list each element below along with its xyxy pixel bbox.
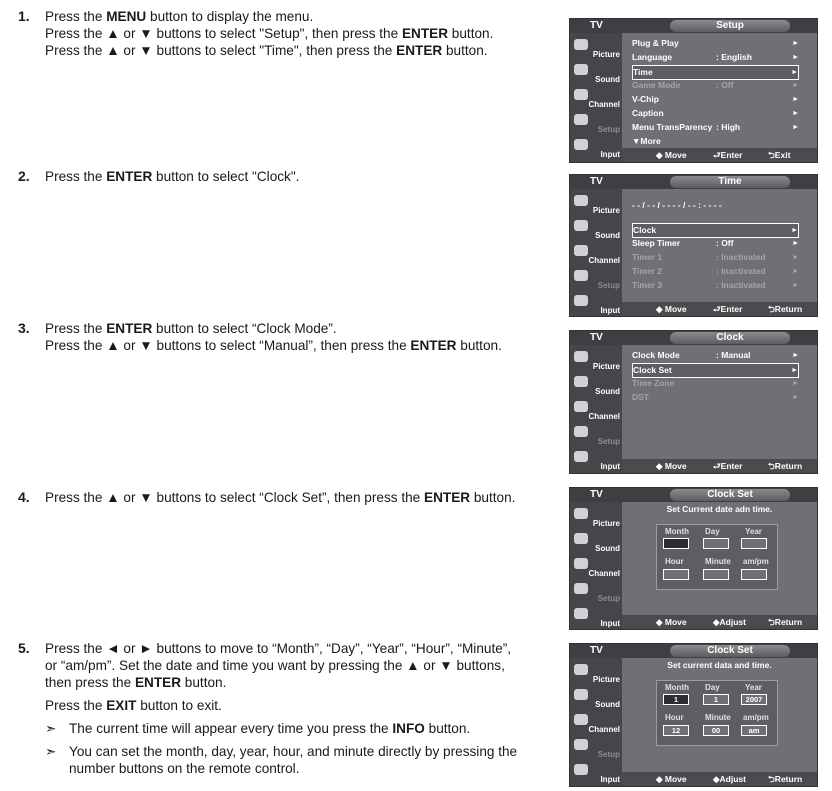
- step-body: [45, 489, 558, 506]
- osd-sidebar-item-sound: [570, 62, 622, 86]
- osd-main: [622, 33, 817, 148]
- tv-screen-setup: [569, 18, 818, 163]
- note-arrow-icon: ➣: [45, 721, 57, 736]
- osd-sidebar-label: Channel: [588, 725, 620, 734]
- osd-row-value: : Manual: [716, 350, 751, 360]
- instruction-line: Press the EXIT button to exit.: [45, 698, 222, 713]
- osd-footer: [622, 302, 817, 316]
- osd-row-label: Game Mode: [632, 80, 681, 90]
- osd-footer-hint: ◆ Move: [656, 774, 687, 784]
- osd-sidebar-item-setup: [570, 112, 622, 136]
- osd-title: Clock Set: [670, 489, 790, 501]
- osd-sidebar-item-input: [570, 137, 622, 161]
- chevron-right-icon: ►: [792, 82, 799, 89]
- bold-button-name: ENTER: [396, 43, 443, 58]
- osd-row-value: : Inactivated: [716, 252, 766, 262]
- osd-sidebar-label: Sound: [595, 231, 620, 240]
- channel-icon: [574, 401, 588, 412]
- osd-header: [570, 488, 817, 502]
- osd-footer-hint: ◆ Move: [656, 617, 687, 627]
- osd-footer: [622, 459, 817, 473]
- osd-sidebar-label: Picture: [592, 675, 620, 684]
- osd-menu-row: [632, 391, 799, 404]
- osd-row-value: : Off: [716, 238, 734, 248]
- instruction-line: or “am/pm”. Set the date and time you want by pressing the ▲ or ▼ buttons,: [45, 658, 505, 673]
- chevron-right-icon: ►: [792, 394, 799, 401]
- osd-field-box: 2007: [741, 694, 767, 705]
- tv-screen-clock-set-empty: [569, 487, 818, 630]
- chevron-right-icon: ►: [792, 268, 799, 275]
- step-notes: [45, 720, 558, 777]
- osd-sidebar-item-input: [570, 606, 622, 630]
- setup-icon: [574, 114, 588, 125]
- chevron-right-icon: ►: [792, 380, 799, 387]
- osd-header: [570, 644, 817, 658]
- chevron-right-icon: ►: [791, 227, 798, 234]
- step-number: 4.: [18, 489, 30, 505]
- sound-icon: [574, 689, 588, 700]
- bold-button-name: ENTER: [106, 321, 153, 336]
- instruction-line: Press the ENTER button to select “Clock Mode”.: [45, 321, 337, 336]
- sound-icon: [574, 376, 588, 387]
- osd-tv-label: TV: [590, 176, 603, 187]
- osd-sidebar-item-sound: [570, 218, 622, 242]
- input-icon: [574, 295, 588, 306]
- osd-field-box: [663, 538, 689, 549]
- osd-sidebar: [570, 658, 622, 786]
- osd-footer-hint: ⮐Enter: [713, 304, 743, 314]
- osd-sidebar-label: Sound: [595, 387, 620, 396]
- osd-sidebar-label: Input: [600, 619, 620, 628]
- note-arrow-icon: ➣: [45, 744, 57, 759]
- osd-field-header: Month: [665, 683, 689, 692]
- osd-footer-hint: ⮌Return: [768, 774, 803, 784]
- osd-sidebar: [570, 345, 622, 473]
- osd-field-box: [663, 569, 689, 580]
- osd-sidebar-label: Channel: [588, 412, 620, 421]
- osd-row-value: : Inactivated: [716, 280, 766, 290]
- osd-sidebar-item-setup: [570, 737, 622, 761]
- osd-footer-hint: ◆ Move: [656, 461, 687, 471]
- osd-row-label: Caption: [632, 108, 664, 118]
- osd-field-header: Day: [705, 527, 720, 536]
- osd-sidebar-item-sound: [570, 687, 622, 711]
- osd-sidebar-item-channel: [570, 712, 622, 736]
- channel-icon: [574, 89, 588, 100]
- osd-sidebar-label: Setup: [597, 437, 620, 446]
- osd-menu-row: [632, 79, 799, 92]
- osd-sidebar-item-input: [570, 293, 622, 317]
- step-4: [18, 489, 558, 506]
- osd-row-label: Clock Set: [633, 365, 672, 375]
- osd-row-label: Timer 3: [632, 280, 663, 290]
- osd-header: [570, 175, 817, 189]
- osd-sidebar-label: Input: [600, 775, 620, 784]
- osd-sidebar-label: Setup: [597, 594, 620, 603]
- osd-field-box: [703, 538, 729, 549]
- osd-field-header: Year: [745, 683, 762, 692]
- chevron-right-icon: ►: [792, 40, 799, 47]
- note-text: The current time will appear every time you press the INFO button.: [69, 721, 471, 736]
- bold-button-name: ENTER: [410, 338, 457, 353]
- osd-field-header: Hour: [665, 557, 684, 566]
- osd-field-box: 00: [703, 725, 729, 736]
- osd-sidebar-label: Picture: [592, 50, 620, 59]
- osd-sidebar-label: Channel: [588, 100, 620, 109]
- osd-row-label: ▼More: [632, 136, 661, 146]
- osd-row-label: Timer 2: [632, 266, 663, 276]
- input-icon: [574, 139, 588, 150]
- osd-footer-hint: ◆ Move: [656, 150, 687, 160]
- instruction-line: Press the ▲ or ▼ buttons to select “Clock Set”, then press the ENTER button.: [45, 490, 516, 505]
- osd-field-header: am/pm: [743, 713, 769, 722]
- chevron-right-icon: ►: [791, 367, 798, 374]
- osd-sidebar-item-channel: [570, 243, 622, 267]
- instruction-line: Press the ▲ or ▼ buttons to select “Manual”, then press the ENTER button.: [45, 338, 502, 353]
- osd-menu-row: [632, 37, 799, 50]
- note-item: [45, 743, 558, 777]
- osd-sidebar-item-channel: [570, 399, 622, 423]
- chevron-right-icon: ►: [792, 352, 799, 359]
- chevron-right-icon: ►: [792, 96, 799, 103]
- osd-row-label: Clock: [633, 225, 657, 235]
- picture-icon: [574, 508, 588, 519]
- osd-field-header: Month: [665, 527, 689, 536]
- instruction-line: Press the ▲ or ▼ buttons to select "Setup", then press the ENTER button.: [45, 26, 494, 41]
- step-number: 3.: [18, 320, 30, 336]
- osd-field-box: 12: [663, 725, 689, 736]
- instruction-line: Press the ◄ or ► buttons to move to “Month”, “Day”, “Year”, “Hour”, “Minute”,: [45, 641, 512, 656]
- bold-button-name: ENTER: [106, 169, 153, 184]
- picture-icon: [574, 664, 588, 675]
- osd-footer-hint: ◆Adjust: [713, 774, 746, 784]
- step-2: [18, 168, 558, 185]
- sound-icon: [574, 64, 588, 75]
- osd-sidebar-label: Sound: [595, 75, 620, 84]
- osd-sidebar-item-input: [570, 449, 622, 473]
- osd-row-label: Time: [633, 67, 653, 77]
- osd-title: Clock Set: [670, 645, 790, 657]
- osd-sidebar-label: Channel: [588, 569, 620, 578]
- osd-footer-hint: ⮐Enter: [713, 150, 743, 160]
- channel-icon: [574, 714, 588, 725]
- osd-sidebar-label: Input: [600, 306, 620, 315]
- tv-screen-clock: [569, 330, 818, 474]
- step-number: 2.: [18, 168, 30, 184]
- osd-sidebar-item-channel: [570, 556, 622, 580]
- step-number: 5.: [18, 640, 30, 656]
- input-icon: [574, 764, 588, 775]
- osd-sidebar-label: Setup: [597, 281, 620, 290]
- picture-icon: [574, 351, 588, 362]
- osd-row-label: Clock Mode: [632, 350, 680, 360]
- step-body: [45, 320, 558, 354]
- setup-icon: [574, 270, 588, 281]
- setup-icon: [574, 739, 588, 750]
- osd-sidebar-label: Picture: [592, 206, 620, 215]
- osd-footer-hint: ⮌Exit: [768, 150, 791, 160]
- osd-field-box: [741, 538, 767, 549]
- osd-row-label: Menu TransParency: [632, 122, 713, 132]
- osd-sidebar-label: Channel: [588, 256, 620, 265]
- osd-field-header: Year: [745, 527, 762, 536]
- osd-field-box: [741, 569, 767, 580]
- osd-row-label: Language: [632, 52, 673, 62]
- osd-sidebar-label: Sound: [595, 700, 620, 709]
- channel-icon: [574, 558, 588, 569]
- chevron-right-icon: ►: [792, 282, 799, 289]
- bold-button-name: INFO: [392, 721, 425, 736]
- osd-message: Set Current date adn time.: [666, 504, 773, 514]
- step-1: [18, 8, 558, 59]
- instruction-line: Press the ▲ or ▼ buttons to select "Time", then press the ENTER button.: [45, 43, 488, 58]
- osd-field-box: 1: [703, 694, 729, 705]
- osd-sidebar-item-input: [570, 762, 622, 786]
- bold-button-name: EXIT: [106, 698, 137, 713]
- osd-sidebar-item-setup: [570, 268, 622, 292]
- osd-sidebar-item-sound: [570, 374, 622, 398]
- osd-sidebar-item-channel: [570, 87, 622, 111]
- osd-field-header: Hour: [665, 713, 684, 722]
- osd-menu-row: [632, 363, 799, 378]
- osd-sidebar: [570, 33, 622, 162]
- chevron-right-icon: ►: [791, 69, 798, 76]
- osd-menu-row: [632, 107, 799, 120]
- osd-row-label: V-Chip: [632, 94, 659, 104]
- step-5: [18, 640, 558, 777]
- osd-field-box: [703, 569, 729, 580]
- osd-sidebar-label: Picture: [592, 362, 620, 371]
- osd-footer-hint: ⮌Return: [768, 617, 803, 627]
- osd-menu-row: [632, 121, 799, 134]
- osd-footer: [622, 615, 817, 629]
- osd-menu-row: [632, 51, 799, 64]
- osd-message: Set current data and time.: [667, 660, 772, 670]
- step-lines: [45, 640, 558, 691]
- osd-row-value: : Inactivated: [716, 266, 766, 276]
- note-text: You can set the month, day, year, hour, and minute directly by pressing the number buttons on the remote control.: [69, 744, 518, 776]
- osd-menu-row: [632, 135, 799, 148]
- instruction-line: Press the ENTER button to select "Clock".: [45, 169, 300, 184]
- osd-row-label: DST: [632, 392, 649, 402]
- osd-row-value: : Off: [716, 80, 734, 90]
- osd-sidebar-label: Input: [600, 462, 620, 471]
- step-3: [18, 320, 558, 354]
- osd-menu-row: [632, 265, 799, 278]
- osd-row-value: : High: [716, 122, 741, 132]
- osd-title: Setup: [670, 20, 790, 32]
- step-body: [45, 8, 558, 59]
- bold-button-name: MENU: [106, 9, 147, 24]
- osd-sidebar-item-sound: [570, 531, 622, 555]
- setup-icon: [574, 426, 588, 437]
- osd-row-label: Timer 1: [632, 252, 663, 262]
- setup-icon: [574, 583, 588, 594]
- osd-sidebar-item-picture: [570, 662, 622, 686]
- osd-sidebar-label: Setup: [597, 750, 620, 759]
- osd-date-panel: [656, 524, 778, 590]
- note-item: [45, 720, 558, 737]
- osd-row-label: Plug & Play: [632, 38, 679, 48]
- chevron-right-icon: ►: [792, 124, 799, 131]
- osd-menu-row: [632, 65, 799, 80]
- osd-field-header: Day: [705, 683, 720, 692]
- input-icon: [574, 451, 588, 462]
- osd-sidebar-item-setup: [570, 424, 622, 448]
- tv-screen-time: [569, 174, 818, 317]
- bold-button-name: ENTER: [401, 26, 449, 41]
- osd-sidebar-item-picture: [570, 37, 622, 61]
- chevron-right-icon: ►: [792, 54, 799, 61]
- osd-field-box: am: [741, 725, 767, 736]
- input-icon: [574, 608, 588, 619]
- osd-footer: [622, 148, 817, 162]
- osd-row-label: Time Zone: [632, 378, 675, 388]
- osd-sidebar-label: Sound: [595, 544, 620, 553]
- osd-sidebar-item-picture: [570, 506, 622, 530]
- osd-footer-hint: ◆Adjust: [713, 617, 746, 627]
- osd-sidebar-item-picture: [570, 193, 622, 217]
- osd-main: [622, 345, 817, 459]
- osd-field-box: 1: [663, 694, 689, 705]
- step-number: 1.: [18, 8, 30, 24]
- osd-footer-hint: ◆ Move: [656, 304, 687, 314]
- osd-footer-hint: ⮌Return: [768, 304, 803, 314]
- osd-sidebar-label: Input: [600, 150, 620, 159]
- osd-sidebar-label: Picture: [592, 519, 620, 528]
- osd-menu-row: [632, 237, 799, 250]
- osd-field-header: Minute: [705, 557, 731, 566]
- osd-footer-hint: ⮐Enter: [713, 461, 743, 471]
- osd-datetime-line: - - / - - / - - - - / - - : - - - -: [632, 200, 722, 210]
- sound-icon: [574, 220, 588, 231]
- picture-icon: [574, 39, 588, 50]
- bold-button-name: ENTER: [134, 675, 182, 690]
- channel-icon: [574, 245, 588, 256]
- osd-sidebar: [570, 189, 622, 316]
- tv-screen-clock-set-filled: [569, 643, 818, 787]
- osd-menu-row: [632, 349, 799, 362]
- osd-sidebar: [570, 502, 622, 629]
- step-exit-line: [45, 697, 558, 714]
- osd-main: [622, 189, 817, 302]
- sound-icon: [574, 533, 588, 544]
- osd-field-header: Minute: [705, 713, 731, 722]
- osd-header: [570, 331, 817, 345]
- chevron-right-icon: ►: [792, 240, 799, 247]
- osd-field-header: am/pm: [743, 557, 769, 566]
- osd-sidebar-item-picture: [570, 349, 622, 373]
- chevron-right-icon: ►: [792, 110, 799, 117]
- osd-menu-row: [632, 279, 799, 292]
- instruction-line: Press the MENU button to display the menu.: [45, 9, 314, 24]
- bold-button-name: ENTER: [424, 490, 471, 505]
- step-body: [45, 168, 558, 185]
- osd-menu-row: [632, 93, 799, 106]
- osd-menu-row: [632, 223, 799, 238]
- osd-tv-label: TV: [590, 20, 603, 31]
- chevron-right-icon: ►: [792, 254, 799, 261]
- osd-menu-row: [632, 377, 799, 390]
- osd-tv-label: TV: [590, 332, 603, 343]
- osd-date-panel: [656, 680, 778, 746]
- osd-footer-hint: ⮌Return: [768, 461, 803, 471]
- osd-menu-row: [632, 251, 799, 264]
- osd-footer: [622, 772, 817, 786]
- instruction-line: then press the ENTER button.: [45, 675, 227, 690]
- osd-title: Time: [670, 176, 790, 188]
- osd-title: Clock: [670, 332, 790, 344]
- osd-row-label: Sleep Timer: [632, 238, 681, 248]
- osd-tv-label: TV: [590, 489, 603, 500]
- osd-sidebar-item-setup: [570, 581, 622, 605]
- osd-header: [570, 19, 817, 33]
- osd-row-value: : English: [716, 52, 752, 62]
- step-body: [45, 640, 558, 777]
- picture-icon: [574, 195, 588, 206]
- osd-tv-label: TV: [590, 645, 603, 656]
- osd-sidebar-label: Setup: [597, 125, 620, 134]
